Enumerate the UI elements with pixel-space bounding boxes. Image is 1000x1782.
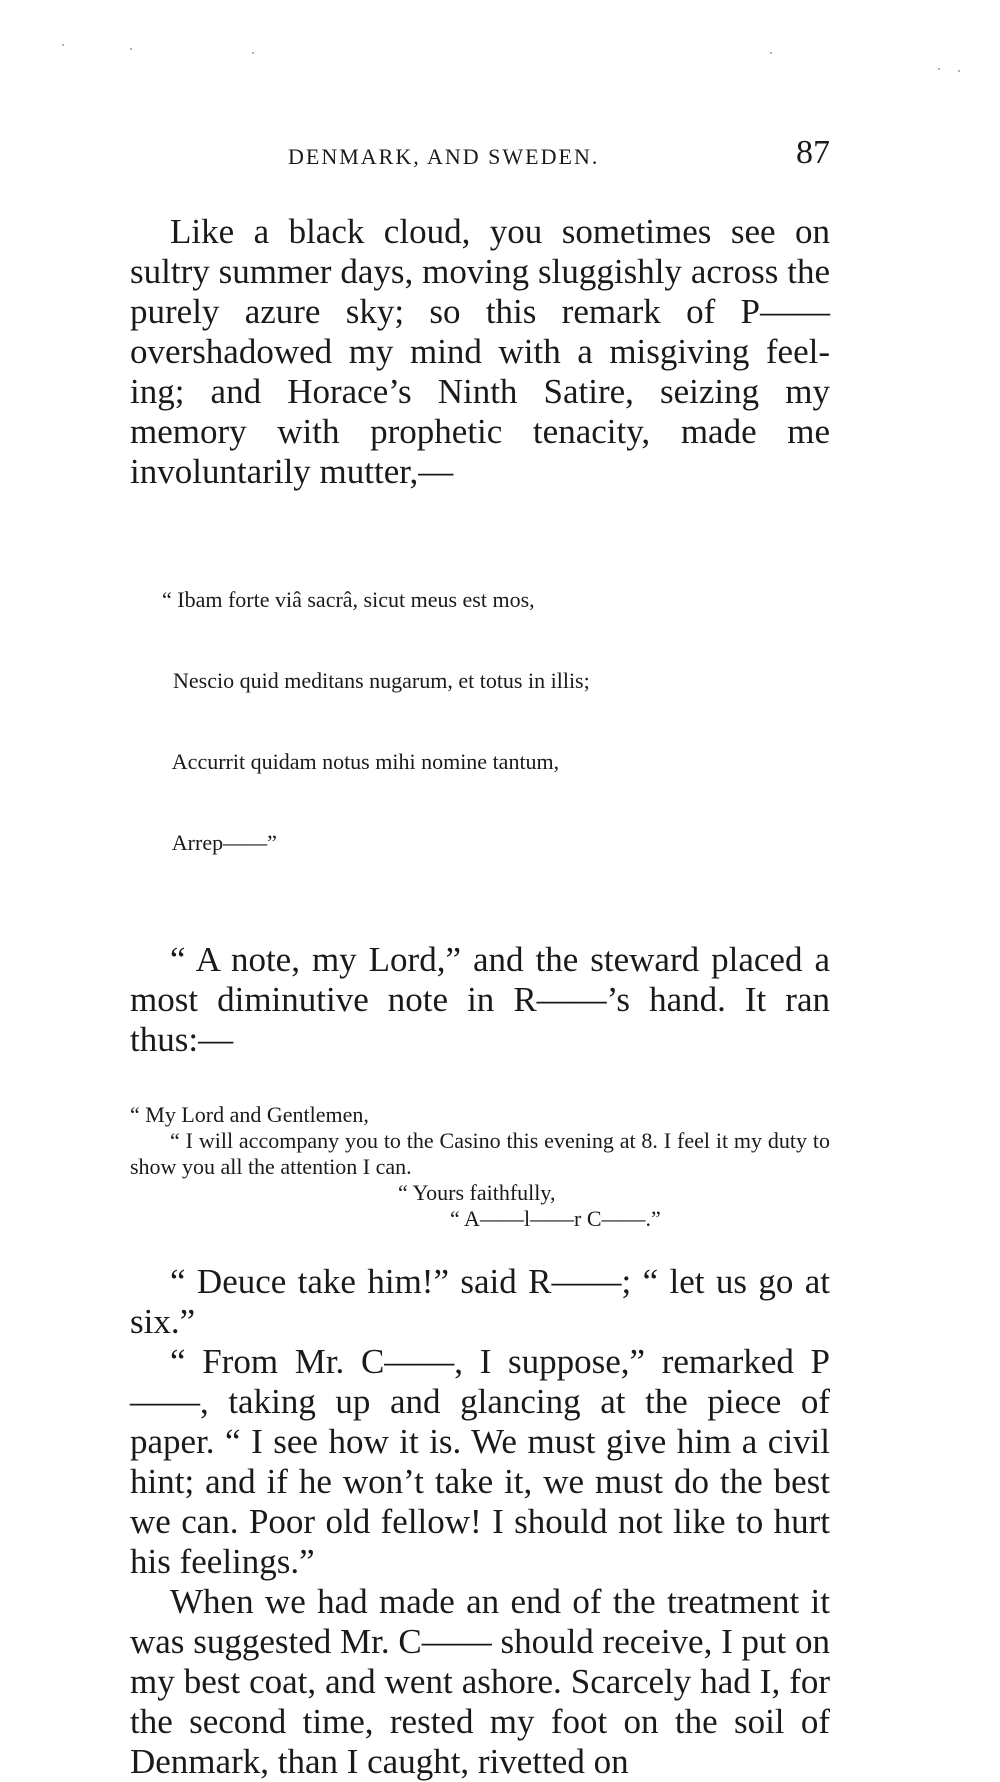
paragraph-black-cloud: Like a black cloud, you sometimes see on sultry summer days, moving sluggishly across the purely azure sky; so this remark of P—— overshadowed my mind with a misgiving feel-ing; and Horace’s Ninth Satire, seizing my memory with prophetic tenacity, made me involuntarily mutter,— <box>130 212 830 491</box>
paper-speck <box>958 70 960 72</box>
paper-speck <box>252 52 254 54</box>
verse-line: Arrep——” <box>162 830 277 855</box>
verse-line: Accurrit quidam notus mihi nomine tantum, <box>162 749 560 774</box>
paper-speck <box>62 44 64 46</box>
letter-closing: “ Yours faithfully, <box>398 1180 556 1205</box>
page-header <box>130 134 830 182</box>
letter-body: “ I will accompany you to the Casino this evening at 8. I feel it my duty to show you all the attention I can. <box>130 1128 830 1179</box>
paper-speck <box>770 52 772 54</box>
verse-line: Nescio quid meditans nugarum, et totus in illis; <box>162 668 590 693</box>
quoted-letter <box>130 1102 830 1232</box>
running-head: DENMARK, AND SWEDEN. <box>288 144 600 169</box>
paragraph-went-ashore: When we had made an end of the treatment it was suggested Mr. C—— should receive, I put on my best coat, and went ashore. Scarcely had I, for the second time, rested my foot on the soil of Denmark, than I caught, rivetted on <box>130 1582 830 1781</box>
page-body <box>130 212 830 1782</box>
paragraph-from-mr-c: “ From Mr. C——, I suppose,” remarked P——, taking up and glancing at the piece of paper. “ I see how it is. We must give him a civil hint; and if he won’t take it, we must do the best we can. Poor old fellow! I should not like to hurt his feelings.” <box>130 1342 830 1581</box>
latin-verse-quotation <box>162 532 830 910</box>
letter-salutation: “ My Lord and Gentlemen, <box>130 1102 369 1127</box>
paragraph-a-note: “ A note, my Lord,” and the steward placed a most diminutive note in R——’s hand. It ran thus:— <box>130 940 830 1059</box>
paper-speck <box>938 68 940 70</box>
paper-speck <box>130 48 132 50</box>
verse-line: “ Ibam forte viâ sacrâ, sicut meus est mos, <box>162 587 535 612</box>
page-number: 87 <box>796 134 830 171</box>
letter-signature: “ A——l——r C——.” <box>450 1206 661 1231</box>
paragraph-deuce-take-him: “ Deuce take him!” said R——; “ let us go at six.” <box>130 1262 830 1341</box>
